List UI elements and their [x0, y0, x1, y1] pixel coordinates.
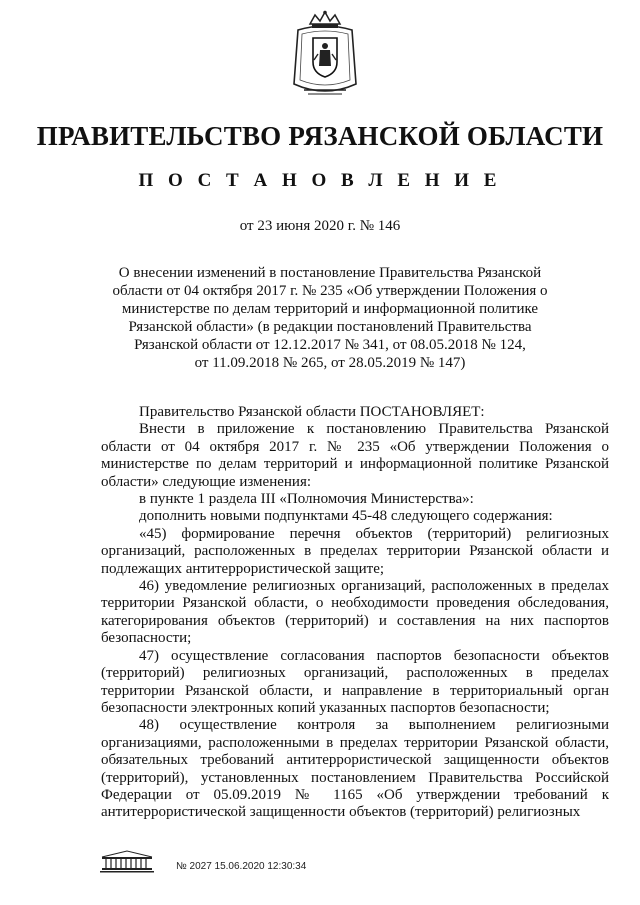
- subject-line: Рязанской области» (в редакции постановлений Правительства: [128, 319, 532, 335]
- subject-line: от 11.09.2018 № 265, от 28.05.2019 № 147): [194, 355, 466, 371]
- subject-line: О внесении изменений в постановление Правительства Рязанской: [118, 265, 542, 281]
- subitem-46: 46) уведомление религиозных организаций, расположенных в пределах территории Рязанской области, о необходимости проведения обследования, категорирования объектов (территорий) и составления на них паспортов безопасности;: [101, 578, 609, 647]
- document-subject: [90, 264, 570, 372]
- body-paragraph: в пункте 1 раздела III «Полномочия Министерства»:: [139, 491, 474, 508]
- subitem-45: «45) формирование перечня объектов (территорий) религиозных организаций, расположенных в пределах территории Рязанской области и подлежащих антитеррористической защите;: [101, 525, 609, 577]
- document-type: П О С Т А Н О В Л Е Н И Е: [138, 170, 502, 191]
- registry-stamp-icon: [100, 849, 154, 873]
- body-paragraph: дополнить новыми подпунктами 45-48 следующего содержания:: [139, 508, 553, 525]
- resolution-preamble: Правительство Рязанской области ПОСТАНОВЛЯЕТ:: [139, 404, 485, 420]
- subject-line: области от 04 октября 2017 г. № 235 «Об утверждении Положения о: [112, 283, 548, 299]
- registration-stamp: № 2027 15.06.2020 12:30:34: [176, 861, 307, 872]
- document-date: от 23 июня 2020 г. № 146: [239, 218, 401, 234]
- subitem-48: 48) осуществление контроля за выполнением религиозными организациями, расположенными в пределах территории Рязанской области, обязательных требований антитеррористической защищенности объектов (территорий), установленных постановлением Правительства Российской Федерации от 05.09.2019 № 1165 «Об утверждении требований к антитеррористической защищенности объектов (территорий) религиозных: [101, 717, 609, 821]
- government-title: ПРАВИТЕЛЬСТВО РЯЗАНСКОЙ ОБЛАСТИ: [36, 121, 604, 151]
- document-body: [101, 404, 609, 822]
- coat-of-arms-icon: [290, 10, 360, 100]
- subitem-47: 47) осуществление согласования паспортов безопасности объектов (территорий) религиозных организаций, расположенных в пределах территории Рязанской области, и направление в территориальный орган безопасности электронных копий указанных паспортов безопасности;: [101, 647, 609, 716]
- subject-line: министерстве по делам территорий и информационной политике: [121, 301, 539, 317]
- body-paragraph: Внести в приложение к постановлению Правительства Рязанской области от 04 октября 2017 г. № 235 «Об утверждении Положения о министерстве по делам территорий и информационной политике Рязанской области» следующие изменения:: [101, 421, 609, 490]
- subject-line: Рязанской области от 12.12.2017 № 341, от 08.05.2018 № 124,: [134, 337, 526, 353]
